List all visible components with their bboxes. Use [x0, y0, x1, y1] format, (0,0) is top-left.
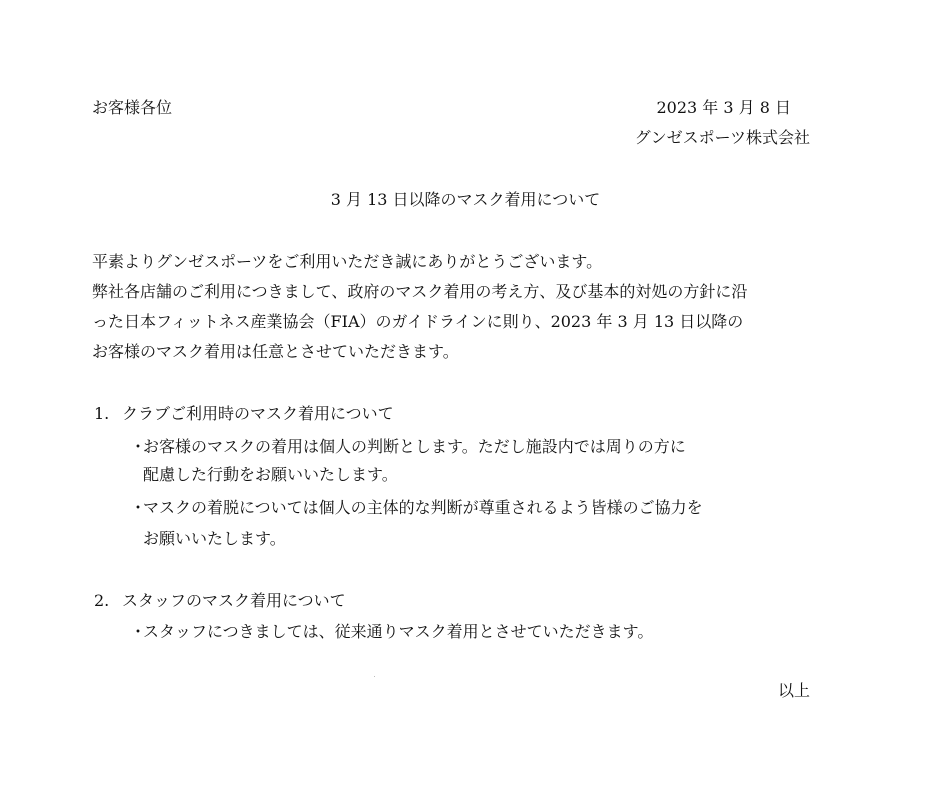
bullet-continuation: 配慮した行動をお願いいたします。	[143, 465, 398, 484]
bullet-marker: ・	[130, 437, 147, 456]
bullet-text: マスクの着脱については個人の主体的な判断が尊重されるよう皆様のご協力を	[143, 498, 703, 517]
bullet-text: お客様のマスクの着用は個人の判断とします。ただし施設内では周りの方に	[143, 437, 686, 456]
bullet-text: スタッフにつきましては、従来通りマスク着用とさせていただきます。	[143, 622, 654, 641]
intro-line: 弊社各店舗のご利用につきまして、政府のマスク着用の考え方、及び基本的対処の方針に沿	[92, 282, 748, 301]
bullet-marker: ・	[130, 498, 147, 517]
section-1-heading	[94, 406, 394, 422]
bullet-item	[130, 500, 703, 516]
section-title: クラブご利用時のマスク着用について	[122, 404, 394, 423]
section-title: スタッフのマスク着用について	[122, 591, 346, 610]
bullet-continuation: お願いいたします。	[143, 529, 286, 548]
scan-speck	[374, 676, 375, 677]
bullet-item	[130, 439, 686, 455]
document-date: 2023 年 3 月 8 日	[656, 98, 791, 117]
company-name: グンゼスポーツ株式会社	[634, 128, 810, 147]
intro-line: った日本フィットネス産業協会（FIA）のガイドラインに則り、2023 年 3 月 13 日以降の	[92, 312, 744, 331]
section-number: 2.	[94, 591, 110, 610]
section-2-heading	[94, 593, 346, 609]
intro-line: お客様のマスク着用は任意とさせていただきます。	[92, 342, 459, 361]
intro-paragraph	[92, 254, 747, 374]
bullet-marker: ・	[130, 622, 147, 641]
intro-line: 平素よりグンゼスポーツをご利用いただき誠にありがとうございます。	[92, 252, 603, 271]
closing-mark: 以上	[777, 681, 810, 700]
section-number: 1.	[94, 404, 110, 423]
addressee: お客様各位	[92, 98, 173, 117]
document-title: 3 月 13 日以降のマスク着用について	[330, 190, 601, 209]
bullet-item	[130, 624, 653, 640]
